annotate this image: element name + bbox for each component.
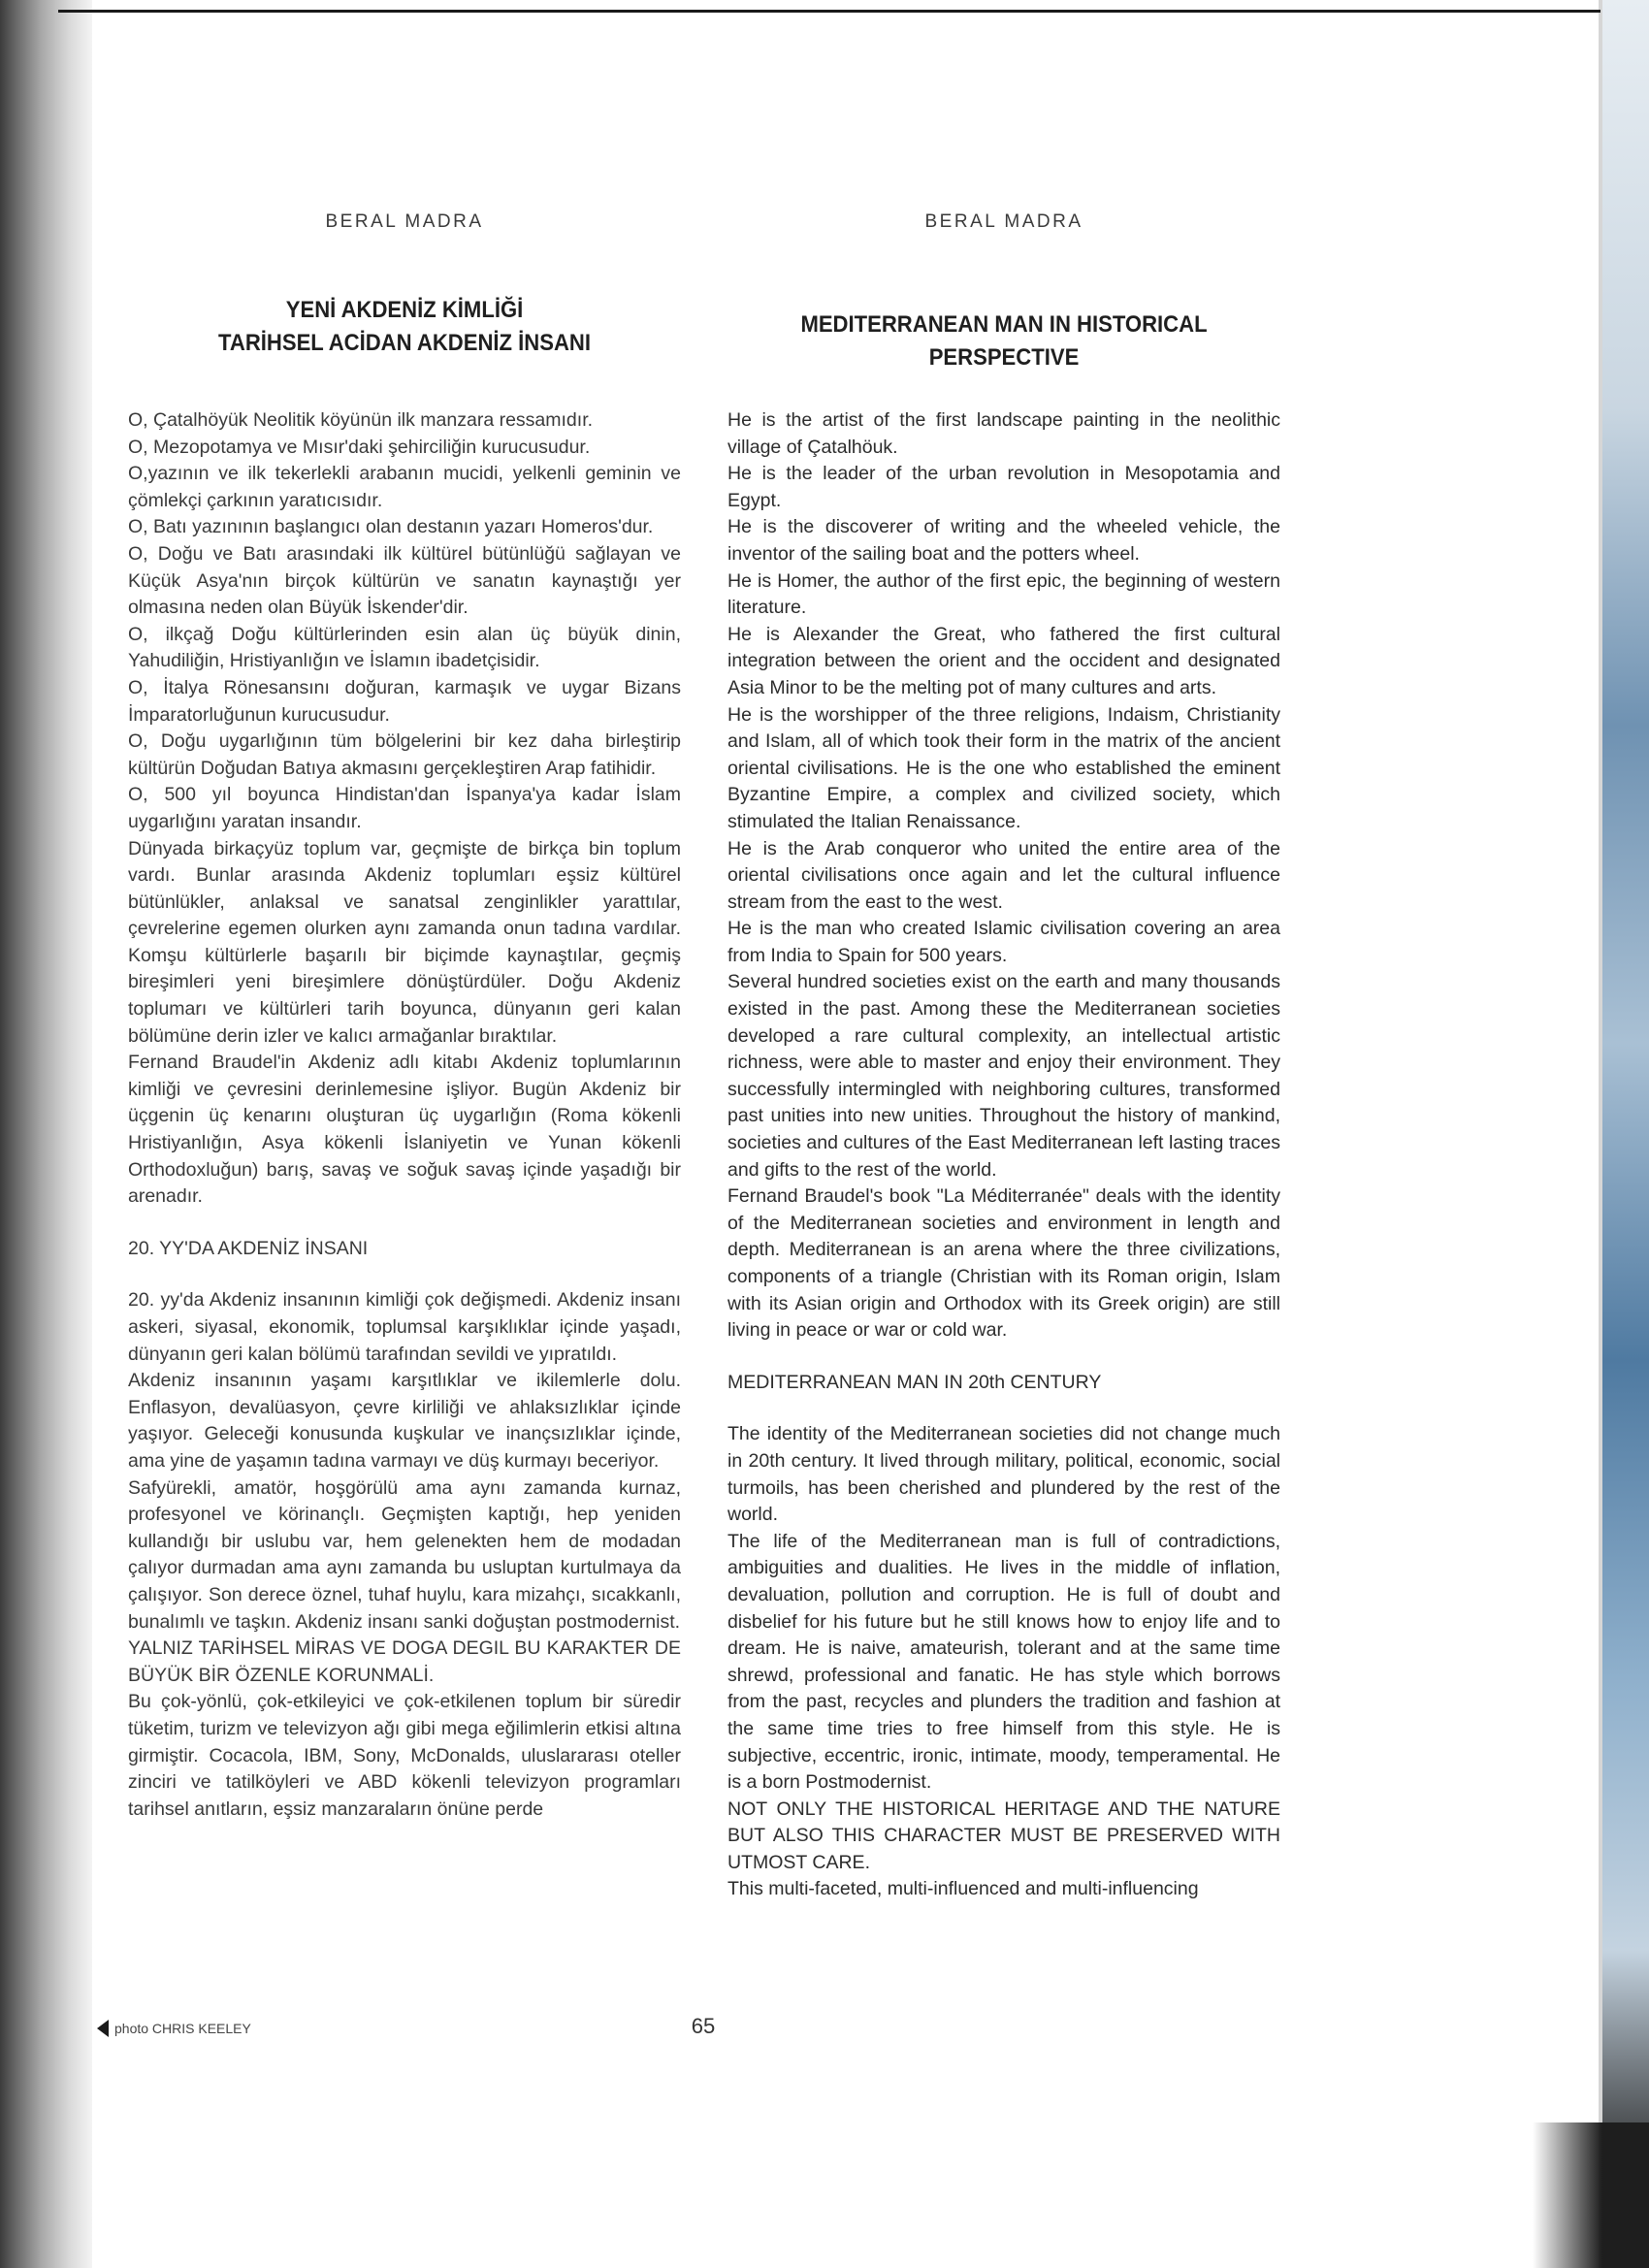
top-rule (58, 10, 1600, 13)
page-edge-right (1599, 0, 1602, 2268)
left-title (150, 294, 659, 360)
left-paragraph: Akdeniz insanının yaşamı karşıtlıklar ve ikilemlerle dolu. Enflasyon, devalüasyon, çevre kirliliği ve ahlaksızlıklar içinde yaşıyor. Geleceği konusunda kuşkular ve inançsızlıklar içinde, ama yine de yaşamın tadına varmayı ve düş kurmayı beceriyor. (128, 1370, 681, 1472)
right-paragraph: He is the Arab conqueror who united the entire area of the oriental civilisations once again and let the cultural influence stream from the east to the west. (728, 837, 1280, 913)
right-paragraph: He is Alexander the Great, who fathered the first cultural integration between the orient and the occident and designated Asia Minor to be the melting pot of many cultures and arts. (728, 623, 1280, 698)
right-paragraph: This multi-faceted, multi-influenced and multi-influencing (728, 1878, 1199, 1900)
scan-shadow-left (0, 0, 92, 2268)
photo-credit (97, 2020, 251, 2037)
left-paragraph: Fernand Braudel'in Akdeniz adlı kitabı Akdeniz toplumlarının kimliği ve çevresini derinlemesine işliyor. Bugün Akdeniz bir üçgenin üç kenarını oluşturan üç uygarlığın (Roma kökenli Hristiyanlığın, Asya kökenli İslaniyetin ve Yunan kökenli Orthodoxluğun) barış, savaş ve soğuk savaş içinde yaşadığı bir arenadır. (128, 1052, 681, 1208)
right-paragraph: He is the artist of the first landscape painting in the neolithic village of Çatalhöuk. (728, 409, 1280, 458)
scan-edge-right (1600, 0, 1649, 2268)
left-paragraph: 20. yy'da Akdeniz insanının kimliği çok değişmedi. Akdeniz insanı askeri, siyasal, ekonomik, toplumsal karşıklıklar içinde yaşadı, dünyanın geri kalan bölümü tarafından sevildi ve yıpratıldı. (128, 1289, 681, 1365)
page-number: 65 (691, 2014, 716, 2038)
right-title-line-1: MEDITERRANEAN MAN IN HISTORICAL (800, 311, 1208, 338)
scan-shadow-bottom (1533, 2122, 1649, 2268)
right-paragraph: He is the discoverer of writing and the wheeled vehicle, the inventor of the sailing boat and the potters wheel. (728, 516, 1280, 565)
left-author: BERAL MADRA (325, 211, 484, 232)
right-subheading: MEDITERRANEAN MAN IN 20th CENTURY (728, 1371, 1102, 1393)
right-author: BERAL MADRA (924, 211, 1083, 232)
right-paragraph: The life of the Mediterranean man is full of contradictions, ambiguities and dualities. He lives in the middle of inflation, devaluation, pollution and corruption. He is full of doubt and disbelief for his future but he still knows how to enjoy life and to dream. He is naive, amateurish, tolerant and at the same time shrewd, professional and fanatic. He has style which borrows from the past, recycles and plunders the tradition and fashion at the same time tries to free himself from this style. He is subjective, eccentric, ironic, intimate, moody, temperamental. He is a born Postmodernist. (728, 1530, 1280, 1794)
photo-credit-text: photo CHRIS KEELEY (114, 2021, 251, 2036)
left-paragraph: O, Doğu uygarlığının tüm bölgelerini bir kez daha birleştirip kültürün Doğudan Batıya akmasını gerçekleştiren Arap fatihidir. (128, 730, 681, 779)
right-paragraph: The identity of the Mediterranean societies did not change much in 20th century. It lived through military, political, economic, social turmoils, has been cherished and plundered by the rest of the world. (728, 1423, 1280, 1526)
right-paragraph: Several hundred societies exist on the earth and many thousands existed in the past. Among these the Mediterranean societies developed a rare cultural complexity, an intellectual artistic richness, were able to master and enjoy their environment. They successfully intermingled with neighboring cultures, transformed past unities into new unities. Throughout the history of mankind, societies and cultures of the East Mediterranean left lasting traces and gifts to the rest of the world. (728, 971, 1280, 1181)
left-paragraph: O, Doğu ve Batı arasındaki ilk kültürel bütünlüğü sağlayan ve Küçük Asya'nın birçok kültürün ve sanatın kaynaştığı yer olmasına neden olan Büyük İskender'dir. (128, 542, 681, 619)
left-paragraph: O, Çatalhöyük Neolitik köyünün ilk manzara ressamıdır. (128, 409, 594, 431)
right-paragraph: He is Homer, the author of the first epic, the beginning of western literature. (728, 569, 1280, 619)
right-paragraph: He is the worshipper of the three religions, Indaism, Christianity and Islam, all of which took their form in the matrix of the ancient oriental civilisations. He is the one who established the eminent Byzantine Empire, a complex and civilized society, which stimulated the Italian Renaissance. (728, 703, 1280, 832)
left-paragraph: YALNIZ TARİHSEL MİRAS VE DOGA DEGIL BU KARAKTER DE BÜYÜK BİR ÖZENLE KORUNMALİ. (128, 1637, 681, 1686)
left-paragraph: O, Mezopotamya ve Mısır'daki şehirciliğin kurucusudur. (128, 436, 591, 458)
right-paragraph: Fernand Braudel's book "La Méditerranée" deals with the identity of the Mediterranean societies and environment in length and depth. Mediterranean is an arena where the three civilizations, components of a triangle (Christian with its Roman origin, Islam with its Asian origin and Orthodox with its Greek origin) are still living in peace or war or cold war. (728, 1185, 1280, 1342)
left-title-line-1: YENİ AKDENİZ KİMLİĞİ (285, 297, 524, 323)
left-paragraph: O, 500 yıl boyunca Hindistan'dan İspanya'ya kadar İslam uygarlığını yaratan insandır. (128, 784, 681, 832)
right-title (750, 308, 1258, 374)
left-title-line-2: TARİHSEL ACİDAN AKDENİZ İNSANI (218, 330, 591, 356)
left-paragraph: O, ilkçağ Doğu kültürlerinden esin alan üç büyük dinin, Yahudiliğin, Hristiyanlığın ve İslamın ibadetçisidir. (128, 623, 681, 672)
right-body (728, 407, 1280, 1903)
left-paragraph: Dünyada birkaçyüz toplum var, geçmişte de birkça bin toplum vardı. Bunlar arasında Akdeniz toplumları eşsiz kültürel bütünlükler, anlaksal ve sanatsal zenginlikler yarattılar, çevrelerine egemen olurken aynı zamanda onun tadına vardılar. Komşu kültürlerle başarılı bir biçimde kaynaştılar, geçmiş bireşimleri yeni bireşimlere dönüştürdüler. Doğu Akdeniz toplumarı ve kültürleri tarih boyunca, dünyanın geri kalan bölümüne derin izler ve kalıcı armağanlar bıraktılar. (128, 837, 681, 1047)
left-paragraph: O, Batı yazınının başlangıcı olan destanın yazarı Homeros'dur. (128, 516, 654, 538)
left-paragraph: Safyürekli, amatör, hoşgörülü ama aynı zamanda kurnaz, profesyonel ve körinançlı. Geçmişten kaptığı, hep yeniden kullandığı bir uslubu var, hem gelenekten hem de modadan çalıyor durmadan ama aynı zamanda bu usluptan kurtulmaya da çalışıyor. Son derece öznel, tuhaf huylu, kara mizahçı, sıcakkanlı, bunalımlı ve taşkın. Akdeniz insanı sanki doğuştan postmodernist. (128, 1476, 681, 1633)
right-paragraph: He is the leader of the urban revolution in Mesopotamia and Egypt. (728, 463, 1280, 511)
left-body (128, 407, 681, 1823)
right-paragraph: He is the man who created Islamic civilisation covering an area from India to Spain for 500 years. (728, 918, 1280, 966)
right-paragraph: NOT ONLY THE HISTORICAL HERITAGE AND THE NATURE BUT ALSO THIS CHARACTER MUST BE PRESERVED WITH UTMOST CARE. (728, 1798, 1280, 1873)
left-paragraph: O,yazının ve ilk tekerlekli arabanın mucidi, yelkenli geminin ve çömlekçi çarkının yaratıcısıdır. (128, 463, 681, 511)
left-paragraph: Bu çok-yönlü, çok-etkileyici ve çok-etkilenen toplum bir süredir tüketim, turizm ve televizyon ağı gibi mega eğilimlerin etkisi altına girmiştir. Cocacola, IBM, Sony, McDonalds, uluslararası oteller zinciri ve tatilköyleri ve ABD kökenli televizyon programları tarihsel anıtların, eşsiz manzaraların önüne perde (128, 1691, 681, 1820)
left-paragraph: O, İtalya Rönesansını doğuran, karmaşık ve uygar Bizans İmparatorluğunun kurucusudur. (128, 676, 681, 726)
right-title-line-2: PERSPECTIVE (928, 344, 1080, 371)
arrow-left-icon (97, 2020, 109, 2037)
left-subheading: 20. YY'DA AKDENİZ İNSANI (128, 1237, 369, 1259)
